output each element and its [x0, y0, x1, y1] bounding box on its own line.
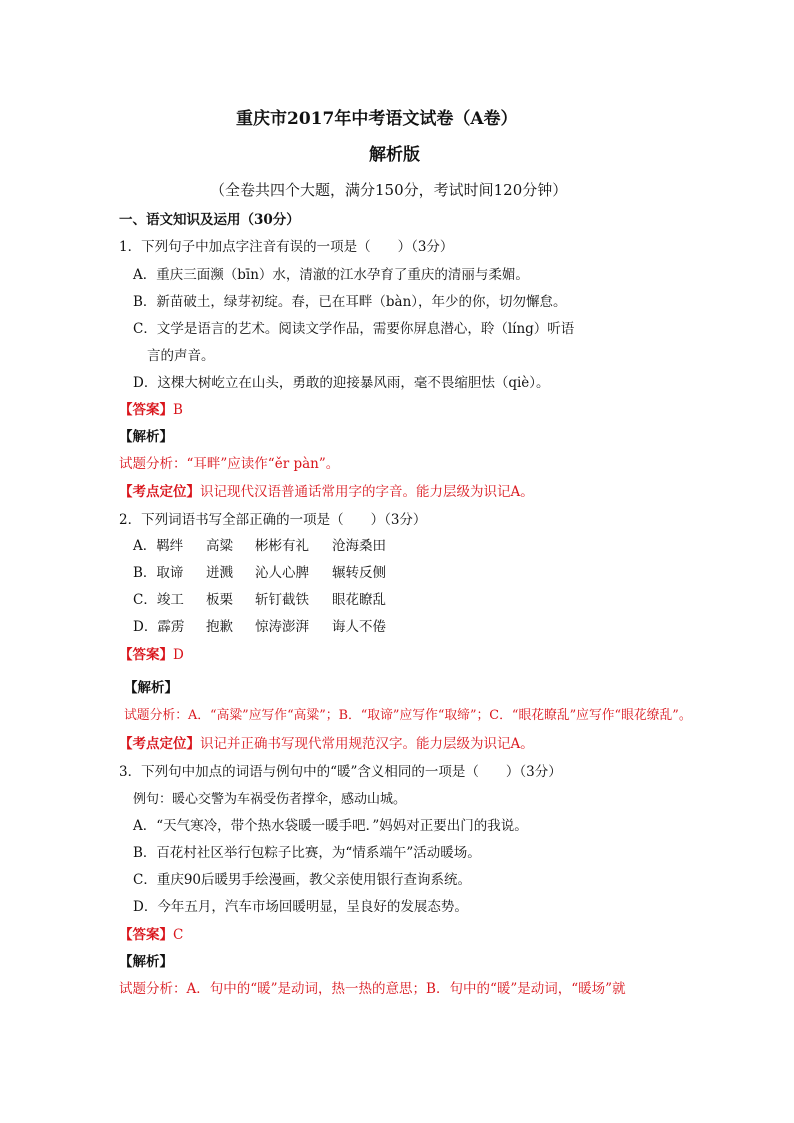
q2-d-word1: D．霹雳	[133, 619, 185, 635]
q2-c-word2: 板栗	[206, 592, 233, 608]
q3-option-c: C．重庆90后暖男手绘漫画，教父亲使用银行查询系统。	[133, 872, 472, 888]
answer-value: C	[173, 927, 184, 943]
q1-option-b: B．新苗破土，绿芽初绽。春，已在耳畔（bàn），年少的你，切勿懈怠。	[133, 294, 567, 310]
q1-option-a: A．重庆三面濒（bīn）水，清澈的江水孕育了重庆的清丽与柔媚。	[133, 267, 529, 283]
q2-c-word3: 斩钉截铁	[255, 592, 309, 608]
q1-option-c-line2: 言的声音。	[147, 348, 215, 364]
answer-tag: 【答案】	[119, 402, 173, 418]
page-title: 重庆市2017年中考语文试卷（A卷）	[236, 109, 518, 129]
q3-answer	[119, 929, 183, 943]
q2-stem: 2．下列词语书写全部正确的一项是（ ）（3分）	[119, 512, 427, 528]
q2-option-a	[133, 540, 386, 554]
q1-option-c-line1: C．文学是语言的艺术。阅读文学作品，需要你屏息潜心，聆（líng）听语	[133, 321, 575, 337]
kaodian-tag: 【考点定位】	[119, 484, 200, 500]
q2-d-word3: 惊涛澎湃	[255, 619, 309, 635]
q1-answer	[119, 404, 183, 418]
q3-analysis-text: 试题分析：A．句中的“暖”是动词，热一热的意思；B．句中的“暖”是动词，“暖场”就	[119, 981, 626, 997]
q3-stem: 3．下列句中加点的词语与例句中的“暖”含义相同的一项是（ ）（3分）	[119, 764, 562, 780]
q2-analysis-tag: 【解析】	[124, 680, 178, 696]
answer-value: B	[173, 402, 183, 418]
q2-a-word3: 彬彬有礼	[255, 538, 309, 554]
q1-option-d: D．这棵大树屹立在山头，勇敢的迎接暴风雨，毫不畏缩胆怯（qiè）。	[133, 375, 550, 391]
q1-kaodian	[119, 486, 534, 500]
q2-c-word4: 眼花瞭乱	[332, 592, 386, 608]
q2-c-word1: C．竣工	[133, 592, 184, 608]
exam-note: （全卷共四个大题，满分150分，考试时间120分钟）	[210, 181, 568, 199]
q1-stem: 1．下列句子中加点字注音有误的一项是（ ）（3分）	[119, 239, 454, 255]
q2-a-word2: 高粱	[206, 538, 233, 554]
q2-answer	[119, 649, 184, 663]
q3-option-d: D．今年五月，汽车市场回暖明显，呈良好的发展态势。	[133, 899, 468, 915]
answer-value: D	[173, 647, 184, 663]
answer-tag: 【答案】	[119, 647, 173, 663]
q2-b-word1: B．取谛	[133, 565, 184, 581]
q2-a-word1: A．羁绊	[133, 538, 184, 554]
q3-example: 例句：暖心交警为车祸受伤者撑伞，感动山城。	[133, 792, 407, 807]
q2-option-d	[133, 621, 386, 635]
page-subtitle: 解析版	[369, 145, 420, 165]
q2-analysis-text: 试题分析：A．“高粱”应写作“高粱”；B．“取谛”应写作“取缔”；C．“眼花瞭乱”应写作“眼花缭乱”。	[124, 708, 692, 723]
q2-b-word2: 迸溅	[206, 565, 233, 581]
q2-a-word4: 沧海桑田	[332, 538, 386, 554]
kaodian-text: 识记并正确书写现代常用规范汉字。能力层级为识记A。	[200, 736, 534, 752]
q1-analysis-text: 试题分析：“耳畔”应读作“ěr pàn”。	[119, 456, 340, 472]
q3-option-b: B．百花村社区举行包粽子比赛，为“情系端午”活动暖场。	[133, 845, 481, 861]
q2-d-word2: 抱歉	[206, 619, 233, 635]
q2-d-word4: 诲人不倦	[332, 619, 386, 635]
q1-analysis-tag: 【解析】	[119, 429, 173, 445]
q2-b-word4: 辗转反侧	[332, 565, 386, 581]
q2-b-word3: 沁人心脾	[255, 565, 309, 581]
answer-tag: 【答案】	[119, 927, 173, 943]
q3-option-a: A．“天气寒冷，带个热水袋暖一暖手吧．”妈妈对正要出门的我说。	[133, 818, 528, 834]
section-heading: 一、语文知识及运用（30分）	[119, 212, 300, 228]
q2-option-b	[133, 567, 386, 581]
q2-kaodian	[119, 738, 534, 752]
q2-option-c	[133, 594, 386, 608]
q3-analysis-tag: 【解析】	[119, 954, 173, 970]
kaodian-tag: 【考点定位】	[119, 736, 200, 752]
kaodian-text: 识记现代汉语普通话常用字的字音。能力层级为识记A。	[200, 484, 534, 500]
